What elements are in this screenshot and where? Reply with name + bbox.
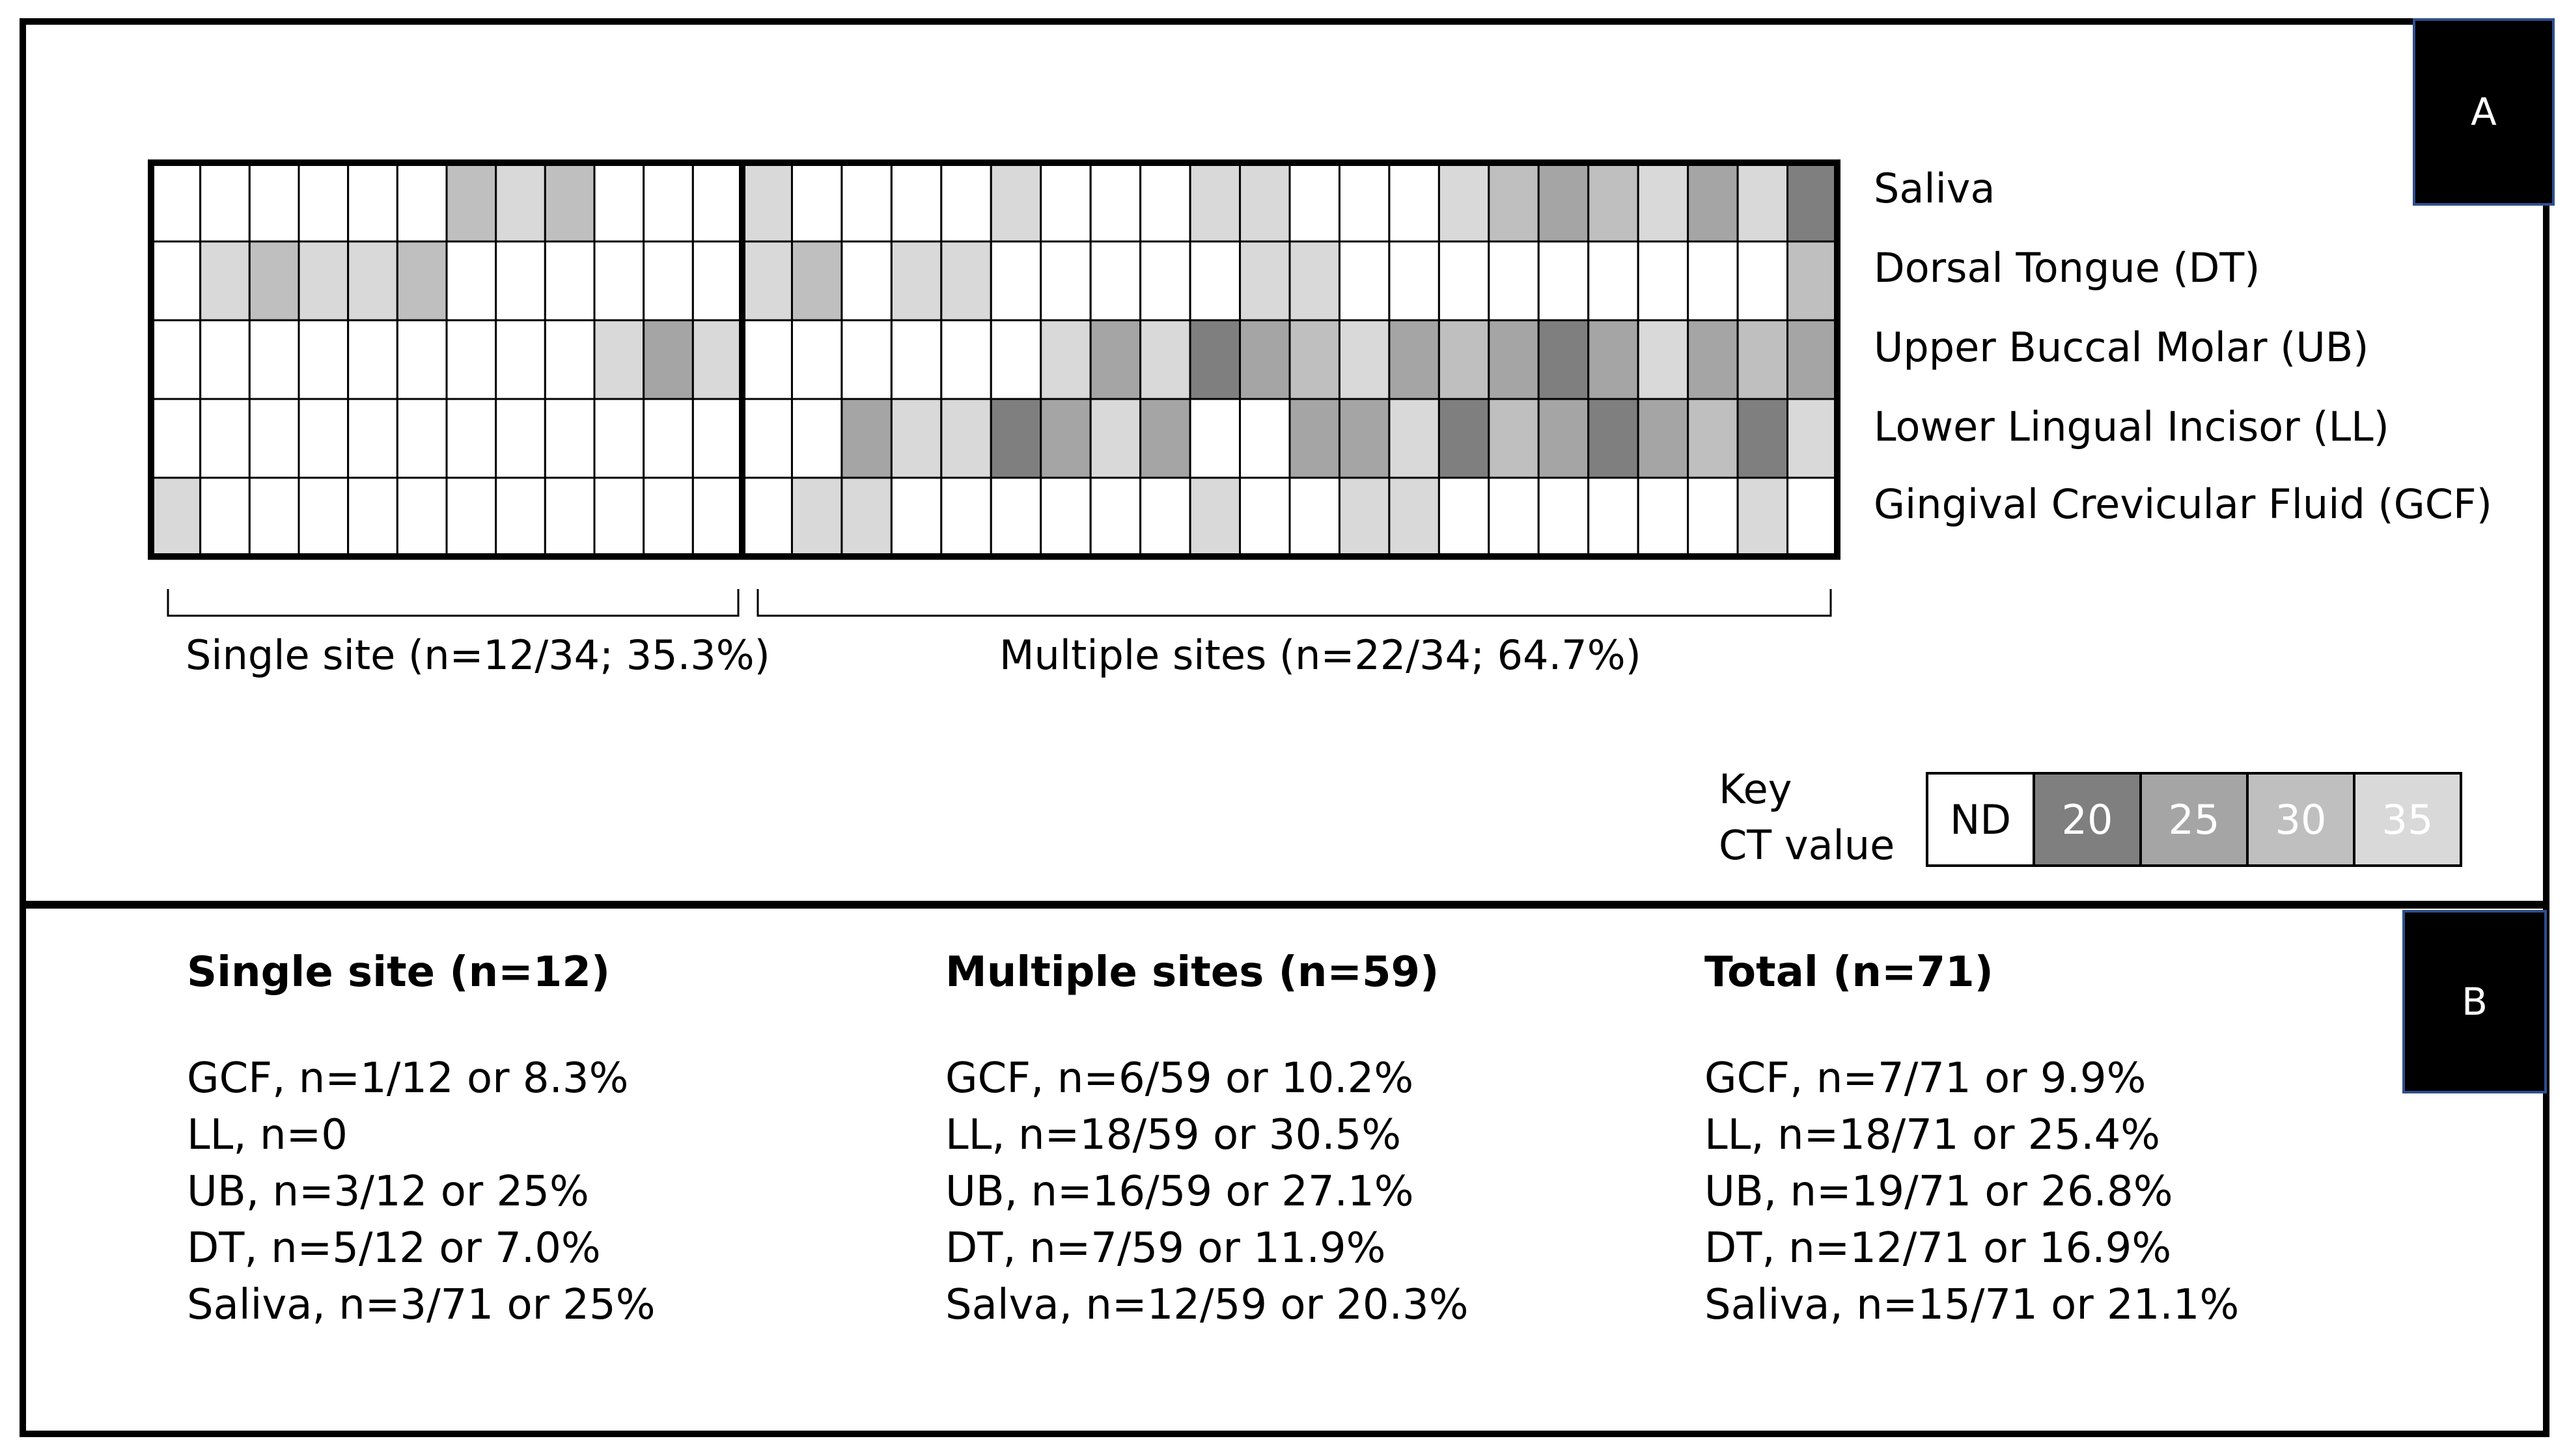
heatmap-cell — [1788, 241, 1837, 320]
heatmap-cell — [1190, 399, 1240, 478]
heatmap-cell — [496, 163, 546, 241]
heatmap-cell — [1538, 320, 1588, 399]
legend-swatch-35 — [2353, 772, 2462, 867]
heatmap-cell — [594, 399, 644, 478]
heatmap-cell — [545, 320, 594, 399]
heatmap-cell — [644, 163, 693, 241]
heatmap-cell — [1589, 478, 1638, 556]
heatmap-cell — [891, 399, 941, 478]
heatmap-cell — [1141, 478, 1190, 556]
heatmap-cell — [249, 478, 299, 556]
heatmap-cell — [1439, 320, 1488, 399]
heatmap-cell — [941, 163, 991, 241]
heatmap-cell — [644, 399, 693, 478]
heatmap-cell — [201, 399, 250, 478]
row-label-ll: Lower Lingual Incisor (LL) — [1874, 403, 2389, 450]
heatmap-cell — [792, 320, 841, 399]
heatmap-cell — [594, 163, 644, 241]
heatmap-cell — [644, 320, 693, 399]
heatmap-cell — [545, 478, 594, 556]
heatmap-cell — [941, 478, 991, 556]
panel-a-label: A — [2471, 90, 2497, 134]
heatmap-cell — [891, 320, 941, 399]
summary-single-dt: DT, n=5/12 or 7.0% — [187, 1224, 601, 1272]
heatmap-cell — [1738, 478, 1787, 556]
heatmap-cell — [151, 399, 201, 478]
summary-total-gcf: GCF, n=7/71 or 9.9% — [1704, 1054, 2146, 1103]
heatmap-cell — [201, 241, 250, 320]
heatmap-cell — [1389, 241, 1439, 320]
heatmap-cell — [1290, 399, 1339, 478]
heatmap-cell — [991, 241, 1040, 320]
heatmap-cell — [1190, 241, 1240, 320]
heatmap-cell — [1090, 320, 1140, 399]
heatmap-cell — [1688, 241, 1738, 320]
heatmap-cell — [1389, 163, 1439, 241]
heatmap-cell — [1638, 320, 1687, 399]
heatmap-cell — [348, 241, 398, 320]
heatmap-cell — [1141, 320, 1190, 399]
heatmap-cell — [891, 163, 941, 241]
legend-swatch-nd — [1926, 772, 2035, 867]
heatmap-cell — [644, 478, 693, 556]
heatmap-cell — [397, 163, 447, 241]
heatmap-cell — [693, 320, 742, 399]
heatmap-cell — [1290, 241, 1339, 320]
heatmap-cell — [792, 478, 841, 556]
panel-b-label: B — [2462, 980, 2488, 1024]
heatmap-cell — [742, 241, 792, 320]
summary-total-heading: Total (n=71) — [1704, 948, 1993, 996]
heatmap-cell — [1538, 478, 1588, 556]
row-label-ub: Upper Buccal Molar (UB) — [1874, 323, 2369, 371]
legend-label-30: 30 — [2275, 795, 2327, 844]
heatmap-cell — [1041, 399, 1090, 478]
heatmap-cell — [693, 163, 742, 241]
summary-total-ll: LL, n=18/71 or 25.4% — [1704, 1111, 2161, 1159]
heatmap-cell — [1290, 478, 1339, 556]
heatmap-cell — [842, 320, 891, 399]
heatmap-cell — [249, 163, 299, 241]
heatmap-cell — [348, 320, 398, 399]
heatmap-cell — [201, 163, 250, 241]
heatmap-cell — [1738, 320, 1787, 399]
heatmap-cell — [1688, 399, 1738, 478]
heatmap-cell — [447, 399, 496, 478]
heatmap-cell — [348, 163, 398, 241]
single-site-bracket — [168, 589, 738, 616]
heatmap-cell — [1489, 241, 1538, 320]
summary-total-ub: UB, n=19/71 or 26.8% — [1704, 1168, 2173, 1216]
heatmap-cell — [1190, 163, 1240, 241]
summary-multiple-dt: DT, n=7/59 or 11.9% — [945, 1224, 1386, 1272]
heatmap-cell — [1389, 320, 1439, 399]
summary-multiple — [945, 948, 1469, 1334]
heatmap-cell — [742, 399, 792, 478]
heatmap-cell — [991, 320, 1040, 399]
heatmap-cell — [941, 399, 991, 478]
summary-total — [1704, 948, 2240, 1334]
heatmap-cell — [151, 478, 201, 556]
legend-label-20: 20 — [2061, 795, 2113, 844]
heatmap-cell — [941, 320, 991, 399]
heatmap-cell — [1240, 163, 1290, 241]
heatmap-cell — [1041, 478, 1090, 556]
summary-multiple-heading: Multiple sites (n=59) — [945, 948, 1439, 996]
heatmap-cell — [1240, 320, 1290, 399]
heatmap-cell — [1538, 399, 1588, 478]
legend-label-35: 35 — [2382, 795, 2434, 844]
heatmap-cell — [594, 478, 644, 556]
heatmap-cell — [792, 163, 841, 241]
summary-single-heading: Single site (n=12) — [187, 948, 611, 996]
heatmap-cell — [1788, 399, 1837, 478]
heatmap-cell — [891, 241, 941, 320]
summary-single-gcf: GCF, n=1/12 or 8.3% — [187, 1054, 629, 1103]
legend-swatch-20 — [2033, 772, 2142, 867]
heatmap-cell — [201, 478, 250, 556]
summary-single-ll: LL, n=0 — [187, 1111, 348, 1159]
heatmap-cell — [151, 163, 201, 241]
summary-total-saliva: Saliva, n=15/71 or 21.1% — [1704, 1281, 2240, 1329]
heatmap-cell — [1589, 399, 1638, 478]
heatmap-cell — [496, 241, 546, 320]
heatmap-cell — [1688, 320, 1738, 399]
heatmap-cell — [545, 241, 594, 320]
heatmap-cell — [594, 320, 644, 399]
heatmap-cell — [545, 163, 594, 241]
heatmap-cell — [842, 241, 891, 320]
heatmap-cell — [348, 399, 398, 478]
heatmap-cell — [1489, 399, 1538, 478]
heatmap-cell — [594, 241, 644, 320]
heatmap-cell — [1638, 241, 1687, 320]
group-label-multiple: Multiple sites (n=22/34; 64.7%) — [999, 631, 1641, 679]
heatmap-cell — [447, 478, 496, 556]
heatmap-cell — [299, 241, 348, 320]
heatmap-cell — [545, 399, 594, 478]
heatmap-cell — [151, 320, 201, 399]
heatmap-cell — [1638, 163, 1687, 241]
heatmap-cell — [1190, 320, 1240, 399]
heatmap-cell — [891, 478, 941, 556]
legend-swatch-25 — [2139, 772, 2249, 867]
heatmap-cell — [1389, 399, 1439, 478]
group-label-single: Single site (n=12/34; 35.3%) — [186, 631, 770, 679]
legend-subtitle: CT value — [1719, 821, 1895, 869]
heatmap-cell — [1141, 241, 1190, 320]
heatmap-cell — [1240, 478, 1290, 556]
heatmap-cell — [693, 399, 742, 478]
heatmap-cell — [842, 399, 891, 478]
heatmap-cell — [249, 320, 299, 399]
heatmap-cell — [1688, 163, 1738, 241]
legend-label-25: 25 — [2168, 795, 2220, 844]
heatmap-cell — [1339, 241, 1389, 320]
heatmap-cell — [1339, 399, 1389, 478]
heatmap-cell — [1538, 241, 1588, 320]
heatmap-cell — [742, 320, 792, 399]
heatmap-cell — [1738, 399, 1787, 478]
heatmap-cell — [348, 478, 398, 556]
heatmap-cell — [1339, 478, 1389, 556]
heatmap-cell — [1090, 163, 1140, 241]
heatmap-cell — [1489, 163, 1538, 241]
row-label-saliva: Saliva — [1874, 165, 1995, 212]
legend-swatch-30 — [2246, 772, 2355, 867]
heatmap-cell — [249, 399, 299, 478]
summary-multiple-saliva: Salva, n=12/59 or 20.3% — [945, 1281, 1469, 1329]
heatmap-cell — [742, 478, 792, 556]
heatmap-cell — [1439, 399, 1488, 478]
heatmap-cell — [447, 320, 496, 399]
heatmap-cell — [1041, 163, 1090, 241]
heatmap-cell — [496, 399, 546, 478]
heatmap-cell — [1489, 478, 1538, 556]
heatmap-cell — [1788, 163, 1837, 241]
heatmap-cell — [1041, 320, 1090, 399]
heatmap-cell — [496, 478, 546, 556]
heatmap-cell — [1439, 241, 1488, 320]
heatmap-cell — [693, 241, 742, 320]
heatmap-cell — [1339, 320, 1389, 399]
heatmap-cell — [447, 163, 496, 241]
heatmap-cell — [941, 241, 991, 320]
heatmap-cell — [1090, 399, 1140, 478]
heatmap-cell — [1688, 478, 1738, 556]
summary-multiple-ll: LL, n=18/59 or 30.5% — [945, 1111, 1402, 1159]
heatmap-cell — [1589, 241, 1638, 320]
heatmap-cell — [397, 241, 447, 320]
heatmap-cell — [1141, 163, 1190, 241]
heatmap-cell — [742, 163, 792, 241]
heatmap-cell — [1190, 478, 1240, 556]
heatmap-cell — [299, 163, 348, 241]
heatmap-cell — [991, 399, 1040, 478]
heatmap-cell — [299, 399, 348, 478]
heatmap-cell — [1738, 241, 1787, 320]
heatmap-cell — [693, 478, 742, 556]
heatmap-cell — [1090, 241, 1140, 320]
legend-title: Key — [1719, 765, 1792, 813]
legend-label-nd: ND — [1949, 795, 2012, 844]
heatmap-cell — [1041, 241, 1090, 320]
heatmap-cell — [1240, 241, 1290, 320]
heatmap-cell — [1439, 478, 1488, 556]
heatmap-cell — [1589, 163, 1638, 241]
heatmap-cell — [1240, 399, 1290, 478]
heatmap-cell — [249, 241, 299, 320]
heatmap-cell — [1290, 163, 1339, 241]
heatmap-cell — [792, 399, 841, 478]
heatmap-cell — [447, 241, 496, 320]
heatmap-cell — [1290, 320, 1339, 399]
heatmap-cell — [397, 320, 447, 399]
heatmap-cell — [1538, 163, 1588, 241]
heatmap-cell — [644, 241, 693, 320]
heatmap-cell — [991, 478, 1040, 556]
heatmap-cell — [1738, 163, 1787, 241]
heatmap-cell — [842, 478, 891, 556]
summary-total-dt: DT, n=12/71 or 16.9% — [1704, 1224, 2172, 1272]
summary-multiple-ub: UB, n=16/59 or 27.1% — [945, 1168, 1414, 1216]
heatmap-cell — [299, 320, 348, 399]
heatmap-cell — [397, 399, 447, 478]
heatmap-cell — [496, 320, 546, 399]
heatmap-cell — [151, 241, 201, 320]
summary-single — [187, 948, 656, 1334]
summary-multiple-gcf: GCF, n=6/59 or 10.2% — [945, 1054, 1414, 1103]
heatmap-cell — [1638, 399, 1687, 478]
heatmap-cell — [1788, 478, 1837, 556]
row-label-dt: Dorsal Tongue (DT) — [1874, 244, 2260, 292]
heatmap-cell — [1589, 320, 1638, 399]
heatmap-cell — [201, 320, 250, 399]
summary-single-saliva: Saliva, n=3/71 or 25% — [187, 1281, 656, 1329]
heatmap-cell — [1439, 163, 1488, 241]
heatmap-cell — [792, 241, 841, 320]
heatmap-cell — [397, 478, 447, 556]
heatmap-cell — [1339, 163, 1389, 241]
summary-single-ub: UB, n=3/12 or 25% — [187, 1168, 589, 1216]
heatmap-cell — [991, 163, 1040, 241]
multiple-sites-bracket — [758, 589, 1831, 616]
heatmap-cell — [1141, 399, 1190, 478]
heatmap-cell — [1489, 320, 1538, 399]
row-label-gcf: Gingival Crevicular Fluid (GCF) — [1874, 480, 2492, 528]
heatmap-cell — [299, 478, 348, 556]
heatmap-cell — [842, 163, 891, 241]
heatmap-cell — [1788, 320, 1837, 399]
heatmap-cell — [1638, 478, 1687, 556]
heatmap-cell — [1090, 478, 1140, 556]
heatmap-cell — [1389, 478, 1439, 556]
